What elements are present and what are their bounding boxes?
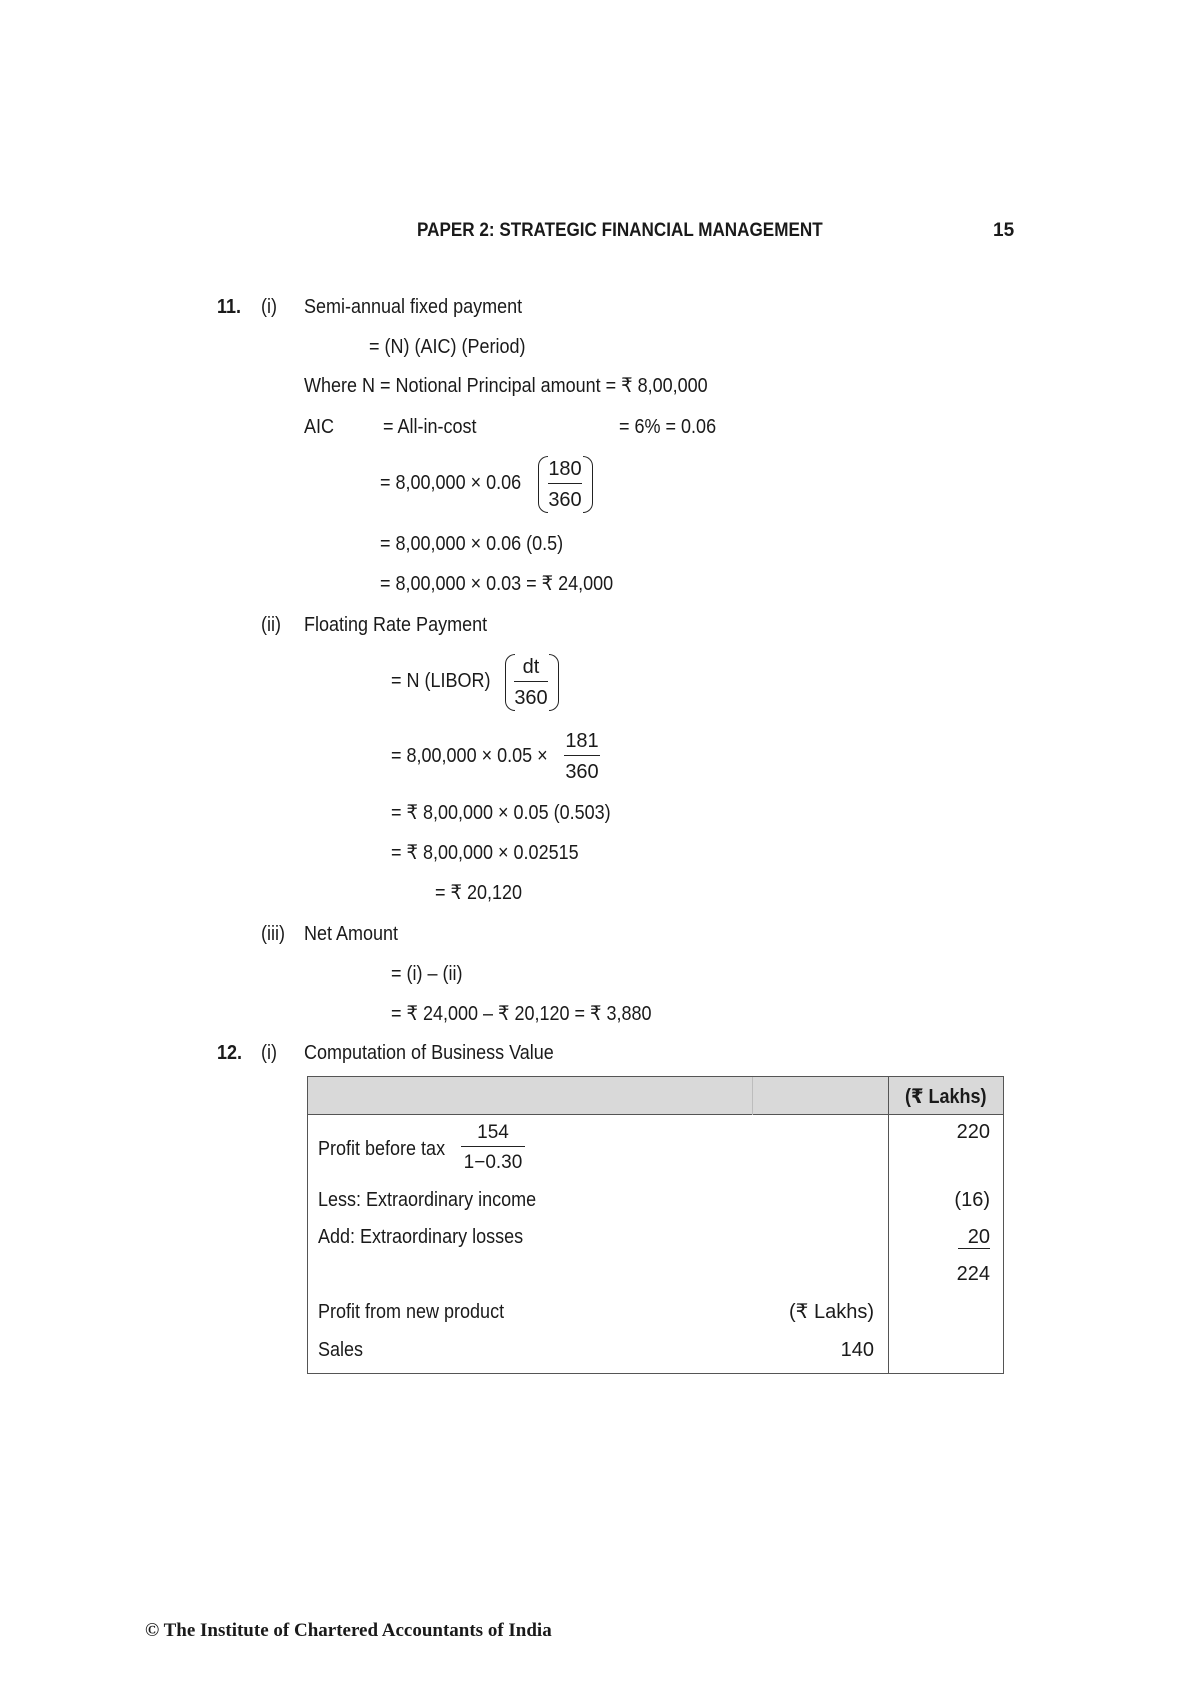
fraction-bar xyxy=(548,483,582,484)
table-row-pbt-label: Profit before tax xyxy=(318,1138,446,1160)
right-paren-icon xyxy=(549,654,559,711)
q11-floating-step4: = ₹ 20,120 xyxy=(435,882,523,904)
q12-part-i-label: (i) xyxy=(261,1042,277,1064)
business-value-table xyxy=(307,1076,1004,1374)
q11-part-i-title: Semi-annual fixed payment xyxy=(304,296,523,318)
fraction-numerator: 181 xyxy=(565,730,599,752)
table-row-subtotal: 224 xyxy=(956,1263,990,1285)
fraction-numerator: 180 xyxy=(548,458,582,480)
q11-aic-label: AIC xyxy=(304,416,335,438)
table-row-add-label: Add: Extraordinary losses xyxy=(318,1226,524,1248)
q11-floating-formula-prefix: = N (LIBOR) xyxy=(391,670,491,692)
q11-fixed-period-fraction xyxy=(548,459,582,510)
q11-notional-principal: Where N = Notional Principal amount = ₹ 8,00,000 xyxy=(304,375,708,397)
right-paren-icon xyxy=(583,456,593,513)
table-unit-header: (₹ Lakhs) xyxy=(905,1086,987,1108)
q11-part-ii-title: Floating Rate Payment xyxy=(304,614,488,636)
fraction-denominator: 1−0.30 xyxy=(463,1152,523,1173)
question-number-11: 11. xyxy=(217,296,242,318)
column-divider xyxy=(752,1077,753,1115)
q11-floating-days-fraction xyxy=(564,731,600,782)
fraction-denominator: 360 xyxy=(514,687,548,709)
table-row-new-product-unit: (₹ Lakhs) xyxy=(789,1301,874,1323)
q12-part-i-title: Computation of Business Value xyxy=(304,1042,554,1064)
q11-fixed-step2: = 8,00,000 × 0.06 (0.5) xyxy=(380,533,564,555)
table-row-new-product-label: Profit from new product xyxy=(318,1301,505,1323)
fraction-bar xyxy=(564,755,600,756)
table-row-less-label: Less: Extraordinary income xyxy=(318,1189,537,1211)
q11-fixed-formula: = (N) (AIC) (Period) xyxy=(369,336,526,358)
table-row-pbt-value: 220 xyxy=(956,1121,990,1143)
q11-net-step1: = (i) – (ii) xyxy=(391,963,463,985)
q11-floating-fraction xyxy=(514,657,548,708)
fraction-denominator: 360 xyxy=(565,761,599,783)
q11-part-iii-label: (iii) xyxy=(261,923,285,945)
fraction-numerator: dt xyxy=(522,656,540,678)
left-paren-icon xyxy=(538,456,548,513)
q11-net-step2: = ₹ 24,000 – ₹ 20,120 = ₹ 3,880 xyxy=(391,1003,652,1025)
q11-fixed-step1-prefix: = 8,00,000 × 0.06 xyxy=(380,472,522,494)
q11-part-i-label: (i) xyxy=(261,296,277,318)
q11-aic-definition: = All-in-cost xyxy=(383,416,477,438)
table-row-sales-value: 140 xyxy=(840,1339,874,1361)
q11-part-ii-label: (ii) xyxy=(261,614,281,636)
fraction-bar xyxy=(514,681,548,682)
table-row-less-value: (16) xyxy=(954,1189,990,1211)
q11-floating-step2: = ₹ 8,00,000 × 0.05 (0.503) xyxy=(391,802,611,824)
fraction-numerator: 154 xyxy=(477,1122,509,1143)
page-header-title: PAPER 2: STRATEGIC FINANCIAL MANAGEMENT xyxy=(417,220,823,241)
q11-floating-step3: = ₹ 8,00,000 × 0.02515 xyxy=(391,842,579,864)
q11-aic-value: = 6% = 0.06 xyxy=(619,416,717,438)
page-footer: © The Institute of Chartered Accountants of India xyxy=(145,1620,552,1641)
fraction-bar xyxy=(461,1146,525,1147)
page-number: 15 xyxy=(993,220,1015,241)
question-number-12: 12. xyxy=(217,1042,243,1064)
column-divider xyxy=(888,1077,889,1373)
q11-fixed-step3: = 8,00,000 × 0.03 = ₹ 24,000 xyxy=(380,573,614,595)
q11-floating-step1-prefix: = 8,00,000 × 0.05 × xyxy=(391,745,548,767)
table-header-row xyxy=(308,1077,1003,1115)
table-row-sales-label: Sales xyxy=(318,1339,364,1361)
table-pbt-fraction xyxy=(461,1123,525,1172)
table-row-add-value: 20 xyxy=(900,1227,990,1247)
fraction-denominator: 360 xyxy=(548,489,582,511)
q11-part-iii-title: Net Amount xyxy=(304,923,399,945)
